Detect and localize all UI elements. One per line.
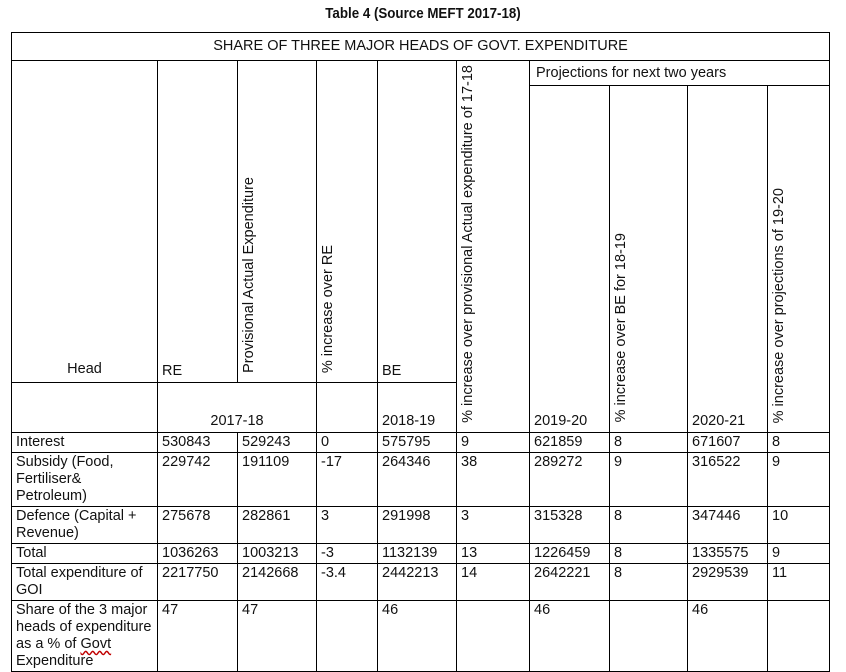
cell-re: 275678 [158, 506, 238, 543]
cell-pct-re: 3 [317, 506, 378, 543]
header-blank-2 [317, 383, 378, 433]
cell-pct-proj: 8 [768, 432, 830, 452]
cell-pae: 282861 [238, 506, 317, 543]
cell-2020-21: 671607 [688, 432, 768, 452]
table-title: SHARE OF THREE MAJOR HEADS OF GOVT. EXPENDITURE [12, 33, 830, 61]
cell-pct-proj [768, 600, 830, 671]
cell-pct-re: -3 [317, 543, 378, 563]
table-row [12, 543, 830, 563]
header-pct-over-be: % increase over BE for 18-19 [610, 86, 688, 433]
table-caption: Table 4 (Source MEFT 2017-18) [325, 6, 521, 22]
cell-re: 1036263 [158, 543, 238, 563]
cell-re: 229742 [158, 452, 238, 506]
header-provisional-actual: Provisional Actual Expenditure [238, 61, 317, 383]
header-head: Head [12, 61, 158, 383]
share-label-2: Expenditure [16, 652, 94, 669]
cell-pae: 2142668 [238, 563, 317, 600]
table-row [12, 563, 830, 600]
cell-pct-proj: 9 [768, 543, 830, 563]
table-row [12, 506, 830, 543]
cell-2020-21: 347446 [688, 506, 768, 543]
cell-2019-20: 289272 [530, 452, 610, 506]
cell-pct-prov: 38 [457, 452, 530, 506]
table-row [12, 452, 830, 506]
cell-pct-prov: 14 [457, 563, 530, 600]
cell-head: Defence (Capital + Revenue) [12, 506, 158, 543]
cell-be: 46 [378, 600, 457, 671]
expenditure-table [11, 32, 830, 672]
title-row [12, 33, 830, 61]
header-re: RE [158, 61, 238, 383]
cell-head: Total expenditure of GOI [12, 563, 158, 600]
cell-head: Total [12, 543, 158, 563]
cell-be: 291998 [378, 506, 457, 543]
cell-pct-be: 8 [610, 506, 688, 543]
header-2018-19: 2018-19 [378, 383, 457, 433]
cell-2020-21: 2929539 [688, 563, 768, 600]
cell-2020-21: 316522 [688, 452, 768, 506]
cell-pct-proj: 11 [768, 563, 830, 600]
cell-pct-prov: 13 [457, 543, 530, 563]
cell-head: Subsidy (Food, Fertiliser& Petroleum) [12, 452, 158, 506]
cell-head: Interest [12, 432, 158, 452]
cell-2019-20: 621859 [530, 432, 610, 452]
header-be: BE [378, 61, 457, 383]
cell-pct-be: 9 [610, 452, 688, 506]
cell-re: 2217750 [158, 563, 238, 600]
cell-pct-re: -17 [317, 452, 378, 506]
cell-be: 1132139 [378, 543, 457, 563]
cell-pct-proj: 10 [768, 506, 830, 543]
cell-be: 575795 [378, 432, 457, 452]
share-label-govt: Govt [80, 635, 112, 652]
cell-pae: 1003213 [238, 543, 317, 563]
header-row-1 [12, 61, 830, 86]
header-pct-over-provisional: % increase over provisional Actual expenditure of 17-18 [457, 61, 530, 433]
cell-pct-prov: 3 [457, 506, 530, 543]
cell-pae: 47 [238, 600, 317, 671]
cell-2019-20: 1226459 [530, 543, 610, 563]
cell-re: 47 [158, 600, 238, 671]
header-2020-21: 2020-21 [688, 86, 768, 433]
header-2019-20: 2019-20 [530, 86, 610, 433]
header-pct-over-re: % increase over RE [317, 61, 378, 383]
cell-pae: 191109 [238, 452, 317, 506]
header-projections: Projections for next two years [530, 61, 830, 86]
cell-be: 2442213 [378, 563, 457, 600]
share-row [12, 600, 830, 671]
cell-pct-be: 8 [610, 543, 688, 563]
cell-pct-be: 8 [610, 432, 688, 452]
cell-2019-20: 315328 [530, 506, 610, 543]
cell-2019-20: 2642221 [530, 563, 610, 600]
cell-be: 264346 [378, 452, 457, 506]
cell-re: 530843 [158, 432, 238, 452]
header-blank [12, 383, 158, 433]
cell-2020-21: 46 [688, 600, 768, 671]
cell-pct-prov: 9 [457, 432, 530, 452]
cell-pct-prov [457, 600, 530, 671]
share-label-1: Share of the 3 major heads of expenditure as a % of [16, 601, 152, 652]
cell-pct-re [317, 600, 378, 671]
cell-pct-be [610, 600, 688, 671]
cell-2019-20: 46 [530, 600, 610, 671]
cell-2020-21: 1335575 [688, 543, 768, 563]
cell-pct-proj: 9 [768, 452, 830, 506]
cell-pct-re: -3.4 [317, 563, 378, 600]
cell-pct-re: 0 [317, 432, 378, 452]
header-pct-over-projections: % increase over projections of 19-20 [768, 86, 830, 433]
cell-pct-be: 8 [610, 563, 688, 600]
cell-head [12, 600, 158, 671]
cell-pae: 529243 [238, 432, 317, 452]
header-2017-18: 2017-18 [158, 383, 317, 433]
table-row [12, 432, 830, 452]
